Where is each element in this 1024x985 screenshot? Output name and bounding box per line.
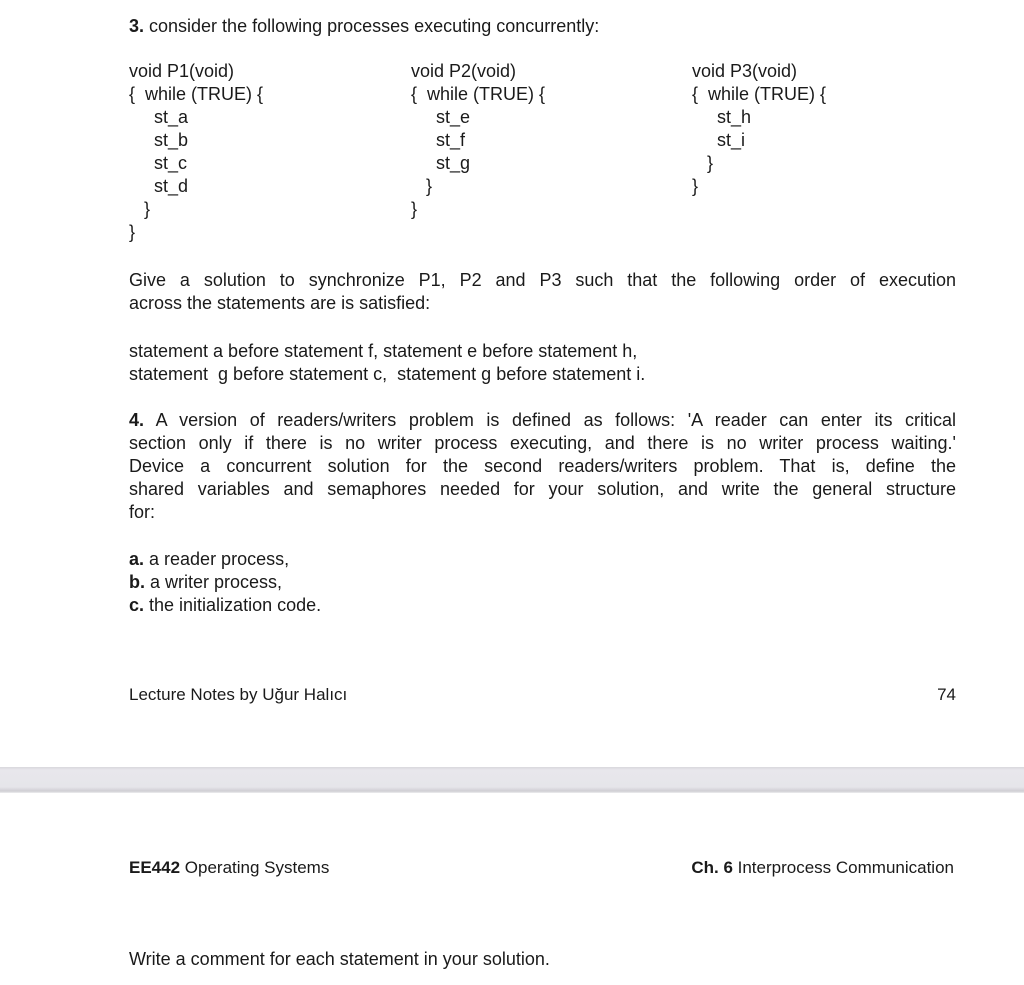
q3-paragraph-line: Give a solution to synchronize P1, P2 and P3 such that the following order of execution <box>129 270 956 290</box>
q4-line: shared variables and semaphores needed for your solution, and write the general structure <box>129 479 956 499</box>
order-line: statement g before statement c, statement g before statement i. <box>129 364 646 384</box>
code-p2 <box>411 60 545 221</box>
item-text: the initialization code. <box>144 595 322 615</box>
code-line: st_i <box>692 130 746 150</box>
code-line: void P1(void) <box>129 61 235 81</box>
page-number: 74 <box>937 685 956 704</box>
order-line: statement a before statement f, statement e before statement h, <box>129 341 638 361</box>
list-item <box>129 594 321 617</box>
code-line: st_h <box>692 107 752 127</box>
item-label: a. <box>129 549 145 569</box>
list-item <box>129 571 282 594</box>
q4-line: Device a concurrent solution for the second readers/writers problem. That is, define the <box>129 456 956 476</box>
list-item <box>129 548 289 571</box>
code-p1 <box>129 60 263 244</box>
q4-line <box>129 409 956 432</box>
chapter-number: Ch. 6 <box>691 858 733 877</box>
code-line: } <box>129 222 136 242</box>
code-line: { while (TRUE) { <box>129 84 264 104</box>
q3-number: 3. <box>129 16 145 36</box>
code-line: st_e <box>411 107 471 127</box>
code-line: st_a <box>129 107 189 127</box>
q3-paragraph-line: across the statements are is satisfied: <box>129 293 431 313</box>
body-text: Write a comment for each statement in your solution. <box>129 949 550 969</box>
item-text: a reader process, <box>144 549 290 569</box>
q3-title <box>129 15 599 38</box>
code-line: } <box>692 153 714 173</box>
item-text: a writer process, <box>145 572 283 592</box>
code-p3 <box>692 60 826 198</box>
item-label: b. <box>129 572 145 592</box>
course-name: Operating Systems <box>180 858 330 877</box>
page-separator <box>0 767 1024 793</box>
code-line: st_d <box>129 176 189 196</box>
code-line: } <box>411 176 433 196</box>
header-chapter <box>691 856 954 879</box>
q3-title-text: consider the following processes executing concurrently: <box>144 16 600 36</box>
code-line: st_c <box>129 153 188 173</box>
code-line: void P3(void) <box>692 61 798 81</box>
code-line: st_b <box>129 130 189 150</box>
q4-number: 4. <box>129 410 145 430</box>
code-line: st_f <box>411 130 466 150</box>
code-line: st_g <box>411 153 471 173</box>
item-label: c. <box>129 595 145 615</box>
code-line: } <box>411 199 418 219</box>
code-line: } <box>692 176 699 196</box>
code-line: } <box>129 199 151 219</box>
header-course <box>129 856 329 879</box>
q4-line: for: <box>129 502 156 522</box>
q4-line-text: A version of readers/writers problem is defined as follows: 'A reader can enter its critical <box>144 410 956 430</box>
code-line: void P2(void) <box>411 61 517 81</box>
code-line: { while (TRUE) { <box>411 84 546 104</box>
code-line: { while (TRUE) { <box>692 84 827 104</box>
course-code: EE442 <box>129 858 181 877</box>
q4-line: section only if there is no writer process executing, and there is no writer process waiting.' <box>129 433 956 453</box>
footer-author: Lecture Notes by Uğur Halıcı <box>129 685 348 704</box>
chapter-title: Interprocess Communication <box>732 858 954 877</box>
